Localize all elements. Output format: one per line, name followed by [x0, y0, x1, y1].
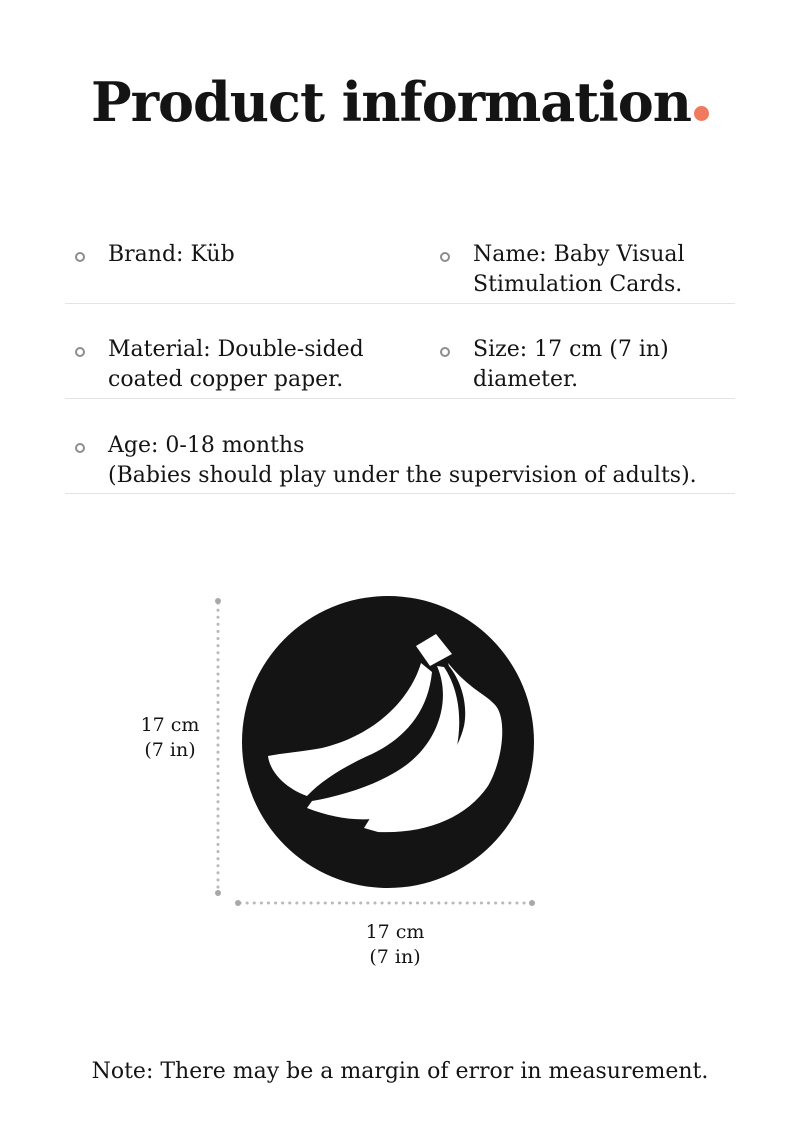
spec-material-line2: coated copper paper.: [108, 367, 344, 392]
width-dimension-alt: (7 in): [369, 946, 421, 968]
height-dimension-label: [130, 713, 210, 763]
spec-brand-line1: Brand: Küb: [108, 242, 235, 267]
spec-name-line2: Stimulation Cards.: [473, 272, 683, 297]
spec-size-line2: diameter.: [473, 367, 579, 392]
spec-size-line1: Size: 17 cm (7 in): [473, 337, 669, 362]
spec-age-line1: Age: 0-18 months: [108, 433, 305, 458]
height-dimension-value: 17 cm: [140, 714, 200, 736]
spec-age-line2: (Babies should play under the supervision of adults).: [108, 463, 697, 488]
spec-name-line1: Name: Baby Visual: [473, 242, 685, 267]
height-dimension-alt: (7 in): [144, 739, 196, 761]
page-title-text: Product information: [90, 70, 692, 134]
measurement-note: Note: There may be a margin of error in measurement.: [91, 1059, 709, 1084]
width-dimension-endpoint: [529, 900, 535, 906]
height-dimension-endpoint: [215, 890, 221, 896]
width-dimension-endpoint: [235, 900, 241, 906]
spec-material-line1: Material: Double-sided: [108, 337, 364, 362]
width-dimension-value: 17 cm: [365, 921, 425, 943]
width-dimension-label: [350, 920, 440, 970]
height-dimension-endpoint: [215, 598, 221, 604]
